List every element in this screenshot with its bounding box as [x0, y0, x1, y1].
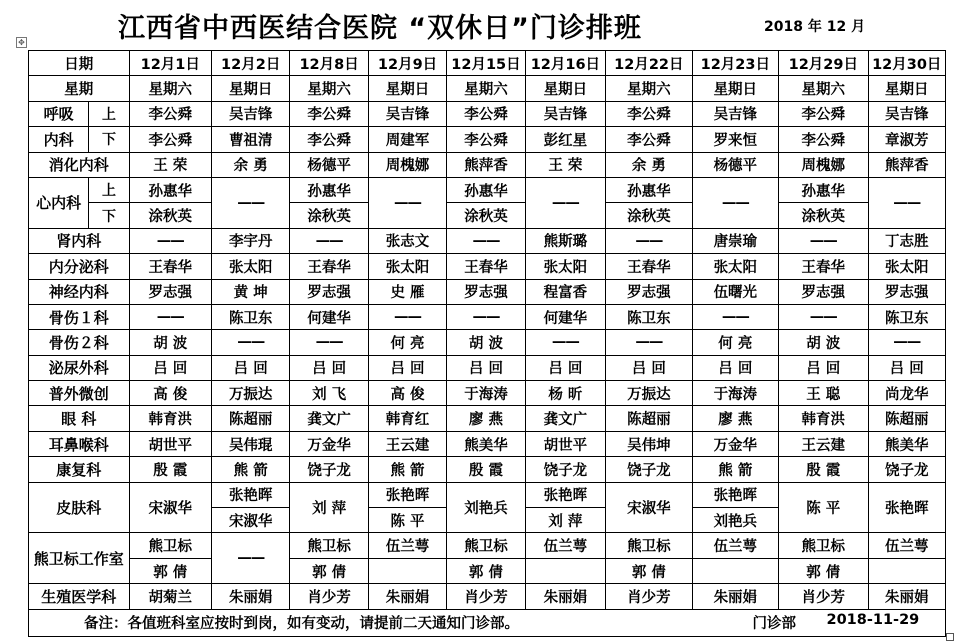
- date-row: [29, 51, 946, 76]
- staff-cell: 张艳晖: [211, 482, 289, 507]
- staff-cell: 陈超丽: [606, 406, 692, 431]
- staff-cell: 涂秋英: [447, 203, 525, 228]
- staff-cell: 熊 箭: [211, 457, 289, 482]
- staff-cell: ——: [868, 177, 945, 228]
- staff-cell: 胡 波: [447, 330, 525, 355]
- staff-cell: 陈 平: [368, 508, 446, 533]
- staff-cell: 熊卫标: [290, 533, 368, 558]
- staff-cell: 涂秋英: [779, 203, 868, 228]
- staff-cell: 吴吉锋: [692, 101, 778, 126]
- staff-cell: 黄 坤: [211, 279, 289, 304]
- staff-cell: 张太阳: [525, 254, 605, 279]
- staff-cell: 吕 回: [779, 355, 868, 380]
- dept-name: 康复科: [29, 457, 130, 482]
- staff-cell: 胡世平: [129, 431, 211, 456]
- staff-cell: 吕 回: [129, 355, 211, 380]
- staff-cell: 李公舜: [779, 127, 868, 152]
- staff-cell: 罗志强: [606, 279, 692, 304]
- dept-name: 骨伤２科: [29, 330, 130, 355]
- weekday-cell: 星期六: [447, 76, 525, 101]
- staff-cell: ——: [447, 228, 525, 253]
- staff-cell: 张艳晖: [692, 482, 778, 507]
- staff-cell: 王 荣: [129, 152, 211, 177]
- staff-cell: 胡世平: [525, 431, 605, 456]
- staff-cell: 朱丽娟: [868, 584, 945, 609]
- staff-cell: 于海涛: [692, 381, 778, 406]
- staff-cell: 吕 回: [868, 355, 945, 380]
- table-resize-handle[interactable]: [946, 633, 954, 641]
- weekday-cell: 星期日: [692, 76, 778, 101]
- staff-cell: 饶子龙: [290, 457, 368, 482]
- staff-cell: 涂秋英: [290, 203, 368, 228]
- staff-cell: ——: [129, 228, 211, 253]
- staff-cell: 杨德平: [290, 152, 368, 177]
- staff-cell: 李公舜: [606, 101, 692, 126]
- staff-cell: 罗志强: [779, 279, 868, 304]
- staff-cell: 王春华: [447, 254, 525, 279]
- staff-cell: 陈卫东: [211, 304, 289, 329]
- staff-cell: 周槐娜: [779, 152, 868, 177]
- staff-cell: 廖 燕: [692, 406, 778, 431]
- staff-cell: 刘 萍: [525, 508, 605, 533]
- staff-cell: 唐崇瑜: [692, 228, 778, 253]
- staff-cell: 龚文广: [290, 406, 368, 431]
- weekday-header: 星期: [29, 76, 130, 101]
- staff-cell: 伍兰萼: [868, 533, 945, 558]
- staff-cell: 伍兰萼: [692, 533, 778, 558]
- dept-name: 皮肤科: [29, 482, 130, 533]
- staff-cell: ——: [525, 177, 605, 228]
- dept-name: 内分泌科: [29, 254, 130, 279]
- staff-cell: 熊卫标: [129, 533, 211, 558]
- staff-cell: 王云建: [368, 431, 446, 456]
- staff-cell: 吕 回: [290, 355, 368, 380]
- staff-cell: 陈 平: [779, 482, 868, 533]
- staff-cell: 郭 倩: [779, 558, 868, 583]
- digest-row: [29, 152, 946, 177]
- staff-cell: 陈卫东: [606, 304, 692, 329]
- shift-am-label: 上: [89, 101, 129, 126]
- staff-cell: [692, 558, 778, 583]
- staff-cell: 王云建: [779, 431, 868, 456]
- staff-cell: 李公舜: [290, 127, 368, 152]
- weekday-cell: 星期日: [211, 76, 289, 101]
- staff-cell: 吴吉锋: [868, 101, 945, 126]
- staff-cell: 殷 霞: [129, 457, 211, 482]
- staff-cell: 张艳晖: [868, 482, 945, 533]
- staff-cell: 孙惠华: [779, 177, 868, 202]
- staff-cell: 熊萍香: [447, 152, 525, 177]
- staff-cell: 郭 倩: [129, 558, 211, 583]
- staff-cell: 万振达: [211, 381, 289, 406]
- dept-name: 普外微创: [29, 381, 130, 406]
- issue-date: 2018-11-29: [826, 612, 920, 629]
- ent-row: [29, 431, 946, 456]
- staff-cell: 何建华: [525, 304, 605, 329]
- date-cell: 12月30日: [868, 51, 945, 76]
- staff-cell: 涂秋英: [129, 203, 211, 228]
- xiong-row-top: [29, 533, 946, 558]
- staff-cell: 吕 回: [525, 355, 605, 380]
- staff-cell: 吴伟坤: [606, 431, 692, 456]
- staff-cell: ——: [211, 330, 289, 355]
- staff-cell: 伍兰萼: [525, 533, 605, 558]
- staff-cell: [868, 558, 945, 583]
- staff-cell: 朱丽娟: [692, 584, 778, 609]
- date-cell: 12月29日: [779, 51, 868, 76]
- staff-cell: 吕 回: [447, 355, 525, 380]
- staff-cell: ——: [290, 228, 368, 253]
- staff-cell: 彭红星: [525, 127, 605, 152]
- staff-cell: 陈卫东: [868, 304, 945, 329]
- staff-cell: 王 荣: [525, 152, 605, 177]
- staff-cell: 吴伟琨: [211, 431, 289, 456]
- table-move-handle-icon[interactable]: ✥: [16, 37, 27, 48]
- staff-cell: ——: [129, 304, 211, 329]
- staff-cell: 刘艳兵: [692, 508, 778, 533]
- staff-cell: 宋淑华: [606, 482, 692, 533]
- staff-cell: 尚龙华: [868, 381, 945, 406]
- staff-cell: ——: [692, 177, 778, 228]
- staff-cell: 程富香: [525, 279, 605, 304]
- staff-cell: 罗志强: [447, 279, 525, 304]
- staff-cell: 涂秋英: [606, 203, 692, 228]
- date-cell: 12月16日: [525, 51, 605, 76]
- dept-name: 泌尿外科: [29, 355, 130, 380]
- general-row: [29, 381, 946, 406]
- staff-cell: 郭 倩: [606, 558, 692, 583]
- staff-cell: 于海涛: [447, 381, 525, 406]
- staff-cell: 伍曙光: [692, 279, 778, 304]
- staff-cell: 曹祖清: [211, 127, 289, 152]
- staff-cell: 周槐娜: [368, 152, 446, 177]
- staff-cell: 高 俊: [368, 381, 446, 406]
- staff-cell: 余 勇: [606, 152, 692, 177]
- staff-cell: 罗来恒: [692, 127, 778, 152]
- staff-cell: 高 俊: [129, 381, 211, 406]
- staff-cell: 余 勇: [211, 152, 289, 177]
- staff-cell: ——: [868, 330, 945, 355]
- page-title: 江西省中西医结合医院 “双休日”门诊排班: [118, 13, 642, 44]
- staff-cell: 熊 箭: [692, 457, 778, 482]
- staff-cell: 韩育洪: [129, 406, 211, 431]
- staff-cell: 胡 波: [779, 330, 868, 355]
- weekday-cell: 星期六: [606, 76, 692, 101]
- staff-cell: 饶子龙: [868, 457, 945, 482]
- staff-cell: ——: [290, 330, 368, 355]
- staff-cell: ——: [211, 533, 289, 584]
- staff-cell: 万金华: [290, 431, 368, 456]
- staff-cell: 李公舜: [290, 101, 368, 126]
- staff-cell: 熊斯璐: [525, 228, 605, 253]
- derm-row-top: [29, 482, 946, 507]
- weekday-cell: 星期六: [129, 76, 211, 101]
- date-cell: 12月2日: [211, 51, 289, 76]
- note-text: 备注：各值班科室应按时到岗，如有变动，请提前二天通知门诊部。: [84, 616, 519, 633]
- staff-cell: 韩育红: [368, 406, 446, 431]
- staff-cell: ——: [368, 177, 446, 228]
- neuro-row: [29, 279, 946, 304]
- staff-cell: 何 亮: [368, 330, 446, 355]
- shift-pm-label: 下: [89, 203, 129, 228]
- staff-cell: 饶子龙: [606, 457, 692, 482]
- staff-cell: 张太阳: [868, 254, 945, 279]
- weekday-cell: 星期六: [290, 76, 368, 101]
- dept-name: 消化内科: [29, 152, 130, 177]
- cardio-pm-row: [29, 203, 946, 228]
- staff-cell: 饶子龙: [525, 457, 605, 482]
- rehab-row: [29, 457, 946, 482]
- staff-cell: 吕 回: [368, 355, 446, 380]
- date-cell: 12月1日: [129, 51, 211, 76]
- staff-cell: [525, 558, 605, 583]
- staff-cell: 肖少芳: [447, 584, 525, 609]
- staff-cell: 郭 倩: [290, 558, 368, 583]
- schedule-month: 2018 年 12 月: [764, 19, 866, 35]
- dept-name: 生殖医学科: [29, 584, 130, 609]
- dept-name: 肾内科: [29, 228, 130, 253]
- staff-cell: 张太阳: [211, 254, 289, 279]
- staff-cell: 李公舜: [447, 127, 525, 152]
- dept-name: 内科: [29, 127, 89, 152]
- eye-row: [29, 406, 946, 431]
- staff-cell: 朱丽娟: [211, 584, 289, 609]
- staff-cell: ——: [525, 330, 605, 355]
- staff-cell: 熊 箭: [368, 457, 446, 482]
- staff-cell: 王春华: [779, 254, 868, 279]
- weekday-cell: 星期日: [525, 76, 605, 101]
- staff-cell: 肖少芳: [290, 584, 368, 609]
- staff-cell: 熊美华: [868, 431, 945, 456]
- staff-cell: 丁志胜: [868, 228, 945, 253]
- staff-cell: 龚文广: [525, 406, 605, 431]
- staff-cell: 胡菊兰: [129, 584, 211, 609]
- staff-cell: 杨 昕: [525, 381, 605, 406]
- weekday-row: [29, 76, 946, 101]
- staff-cell: 罗志强: [129, 279, 211, 304]
- shift-pm-label: 下: [89, 127, 129, 152]
- staff-cell: 宋淑华: [211, 508, 289, 533]
- date-cell: 12月8日: [290, 51, 368, 76]
- dept-name: 神经内科: [29, 279, 130, 304]
- weekday-cell: 星期日: [868, 76, 945, 101]
- dept-name: 心内科: [29, 177, 89, 228]
- note-cell: [29, 609, 946, 636]
- date-header: 日期: [29, 51, 130, 76]
- staff-cell: 韩育洪: [779, 406, 868, 431]
- staff-cell: 张志文: [368, 228, 446, 253]
- staff-cell: 熊萍香: [868, 152, 945, 177]
- issuer-dept: 门诊部: [752, 616, 796, 633]
- repro-row: [29, 584, 946, 609]
- staff-cell: 李宇丹: [211, 228, 289, 253]
- staff-cell: 何 亮: [692, 330, 778, 355]
- staff-cell: 李公舜: [779, 101, 868, 126]
- staff-cell: [368, 558, 446, 583]
- staff-cell: 朱丽娟: [525, 584, 605, 609]
- staff-cell: 宋淑华: [129, 482, 211, 533]
- staff-cell: 廖 燕: [447, 406, 525, 431]
- note-row: [29, 609, 946, 636]
- staff-cell: 胡 波: [129, 330, 211, 355]
- staff-cell: 肖少芳: [606, 584, 692, 609]
- staff-cell: 殷 霞: [447, 457, 525, 482]
- staff-cell: 吴吉锋: [211, 101, 289, 126]
- staff-cell: 万振达: [606, 381, 692, 406]
- dept-name: 眼 科: [29, 406, 130, 431]
- staff-cell: 万金华: [692, 431, 778, 456]
- staff-cell: 张艳晖: [368, 482, 446, 507]
- staff-cell: ——: [606, 330, 692, 355]
- xiong-row-bottom: [29, 558, 946, 583]
- staff-cell: 陈超丽: [211, 406, 289, 431]
- staff-cell: 罗志强: [868, 279, 945, 304]
- staff-cell: 熊卫标: [447, 533, 525, 558]
- staff-cell: 熊美华: [447, 431, 525, 456]
- dept-name: 呼吸: [29, 101, 89, 126]
- staff-cell: 孙惠华: [606, 177, 692, 202]
- staff-cell: 章淑芳: [868, 127, 945, 152]
- staff-cell: 王春华: [290, 254, 368, 279]
- staff-cell: ——: [692, 304, 778, 329]
- staff-cell: ——: [447, 304, 525, 329]
- staff-cell: 王春华: [606, 254, 692, 279]
- ortho2-row: [29, 330, 946, 355]
- staff-cell: ——: [779, 304, 868, 329]
- staff-cell: 张太阳: [368, 254, 446, 279]
- staff-cell: 何建华: [290, 304, 368, 329]
- date-cell: 12月15日: [447, 51, 525, 76]
- date-cell: 12月9日: [368, 51, 446, 76]
- staff-cell: 李公舜: [129, 127, 211, 152]
- ortho1-row: [29, 304, 946, 329]
- resp-pm-row: [29, 127, 946, 152]
- staff-cell: 朱丽娟: [368, 584, 446, 609]
- staff-cell: 陈超丽: [868, 406, 945, 431]
- staff-cell: 李公舜: [129, 101, 211, 126]
- urology-row: [29, 355, 946, 380]
- staff-cell: 周建军: [368, 127, 446, 152]
- dept-name: 骨伤１科: [29, 304, 130, 329]
- staff-cell: 熊卫标: [779, 533, 868, 558]
- staff-cell: 吕 回: [692, 355, 778, 380]
- endo-row: [29, 254, 946, 279]
- resp-am-row: [29, 101, 946, 126]
- staff-cell: 吕 回: [211, 355, 289, 380]
- staff-cell: 孙惠华: [447, 177, 525, 202]
- staff-cell: 杨德平: [692, 152, 778, 177]
- shift-am-label: 上: [89, 177, 129, 202]
- staff-cell: 肖少芳: [779, 584, 868, 609]
- staff-cell: 吴吉锋: [525, 101, 605, 126]
- staff-cell: 刘 萍: [290, 482, 368, 533]
- staff-cell: 张艳晖: [525, 482, 605, 507]
- staff-cell: 王 聪: [779, 381, 868, 406]
- staff-cell: 伍兰萼: [368, 533, 446, 558]
- title-row: [0, 0, 978, 44]
- staff-cell: 刘 飞: [290, 381, 368, 406]
- staff-cell: 殷 霞: [779, 457, 868, 482]
- cardio-am-row: [29, 177, 946, 202]
- dept-name: 熊卫标工作室: [29, 533, 130, 584]
- weekday-cell: 星期日: [368, 76, 446, 101]
- staff-cell: 史 雁: [368, 279, 446, 304]
- date-cell: 12月22日: [606, 51, 692, 76]
- staff-cell: ——: [211, 177, 289, 228]
- staff-cell: 郭 倩: [447, 558, 525, 583]
- kidney-row: [29, 228, 946, 253]
- staff-cell: 孙惠华: [290, 177, 368, 202]
- staff-cell: 李公舜: [606, 127, 692, 152]
- staff-cell: 吴吉锋: [368, 101, 446, 126]
- staff-cell: ——: [368, 304, 446, 329]
- schedule-table: [28, 50, 946, 637]
- staff-cell: 吕 回: [606, 355, 692, 380]
- staff-cell: ——: [606, 228, 692, 253]
- staff-cell: 张太阳: [692, 254, 778, 279]
- staff-cell: ——: [779, 228, 868, 253]
- staff-cell: 罗志强: [290, 279, 368, 304]
- staff-cell: 李公舜: [447, 101, 525, 126]
- staff-cell: 熊卫标: [606, 533, 692, 558]
- date-cell: 12月23日: [692, 51, 778, 76]
- dept-name: 耳鼻喉科: [29, 431, 130, 456]
- staff-cell: 孙惠华: [129, 177, 211, 202]
- weekday-cell: 星期六: [779, 76, 868, 101]
- staff-cell: 王春华: [129, 254, 211, 279]
- staff-cell: 刘艳兵: [447, 482, 525, 533]
